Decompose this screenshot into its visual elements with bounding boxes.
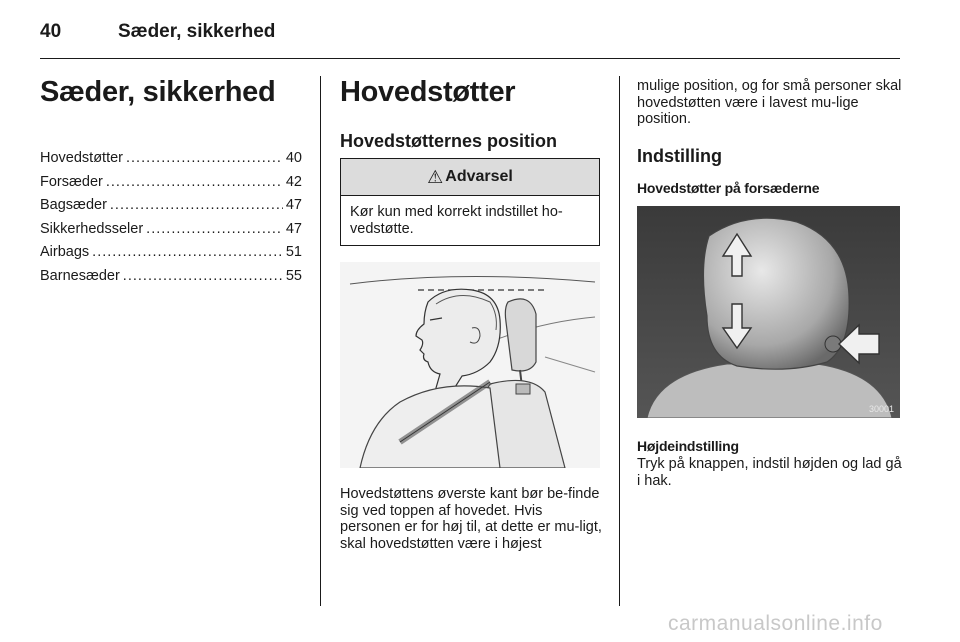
column-divider-left <box>320 76 321 606</box>
toc-entry[interactable] <box>40 150 302 174</box>
toc-entry[interactable] <box>40 244 302 268</box>
height-adjustment-heading: Højdeindstilling <box>637 438 739 454</box>
adjustment-heading: Indstilling <box>637 146 722 166</box>
toc-leader <box>123 268 283 284</box>
warning-header <box>341 159 599 196</box>
warning-triangle-icon: ⚠ <box>427 166 444 187</box>
toc-label: Hovedstøtter <box>40 150 123 166</box>
toc-label: Bagsæder <box>40 197 107 213</box>
headrest-position-illustration <box>340 262 600 468</box>
toc-entry[interactable] <box>40 221 302 245</box>
toc-entry[interactable] <box>40 268 302 292</box>
headrest-adjustment-photo <box>637 206 900 418</box>
watermark: carmanualsonline.info <box>668 612 883 635</box>
position-paragraph: Hovedstøttens øverste kant bør be-finde sig ved toppen af hovedet. Hvis personen er for høj til, at dette er mu-ligt, skal hovedstøtten være i højest <box>340 486 602 552</box>
page-number: 40 <box>40 21 62 42</box>
toc-leader <box>110 197 283 213</box>
toc-page: 42 <box>285 173 302 190</box>
column-divider-right <box>619 76 620 606</box>
header-rule <box>40 58 900 59</box>
height-adjustment-text: Tryk på knappen, indstil højden og lad gå i hak. <box>637 456 902 489</box>
toc-page: 47 <box>285 220 302 237</box>
toc-page: 40 <box>285 150 302 166</box>
toc-leader <box>126 150 283 166</box>
toc-leader <box>92 244 283 260</box>
warning-text: Kør kun med korrekt indstillet ho-vedstøtte. <box>350 204 563 237</box>
toc-entry[interactable] <box>40 174 302 198</box>
toc-entry[interactable] <box>40 197 302 221</box>
table-of-contents <box>40 150 302 291</box>
section-subheading: Hovedstøtternes position <box>340 131 558 151</box>
running-title: Sæder, sikkerhed <box>118 21 276 42</box>
position-paragraph-continued: mulige position, og for små personer skal hovedstøtten være i lavest mu-lige position. <box>637 78 902 127</box>
toc-label: Sikkerhedsseler <box>40 220 144 237</box>
toc-label: Airbags <box>40 244 90 260</box>
front-seat-headrest-heading: Hovedstøtter på forsæderne <box>637 180 820 196</box>
toc-leader <box>106 174 283 190</box>
chapter-heading: Sæder, sikkerhed <box>40 76 276 108</box>
section-heading: Hovedstøtter <box>340 76 516 108</box>
toc-page: 51 <box>285 244 302 260</box>
toc-page: 47 <box>285 197 302 213</box>
toc-label: Barnesæder <box>40 267 120 284</box>
warning-title: Advarsel <box>445 168 513 185</box>
toc-page: 55 <box>285 267 302 284</box>
toc-label: Forsæder <box>40 173 103 190</box>
warning-box <box>340 158 600 246</box>
image-code: 30001 <box>869 404 895 414</box>
toc-leader <box>146 221 283 237</box>
